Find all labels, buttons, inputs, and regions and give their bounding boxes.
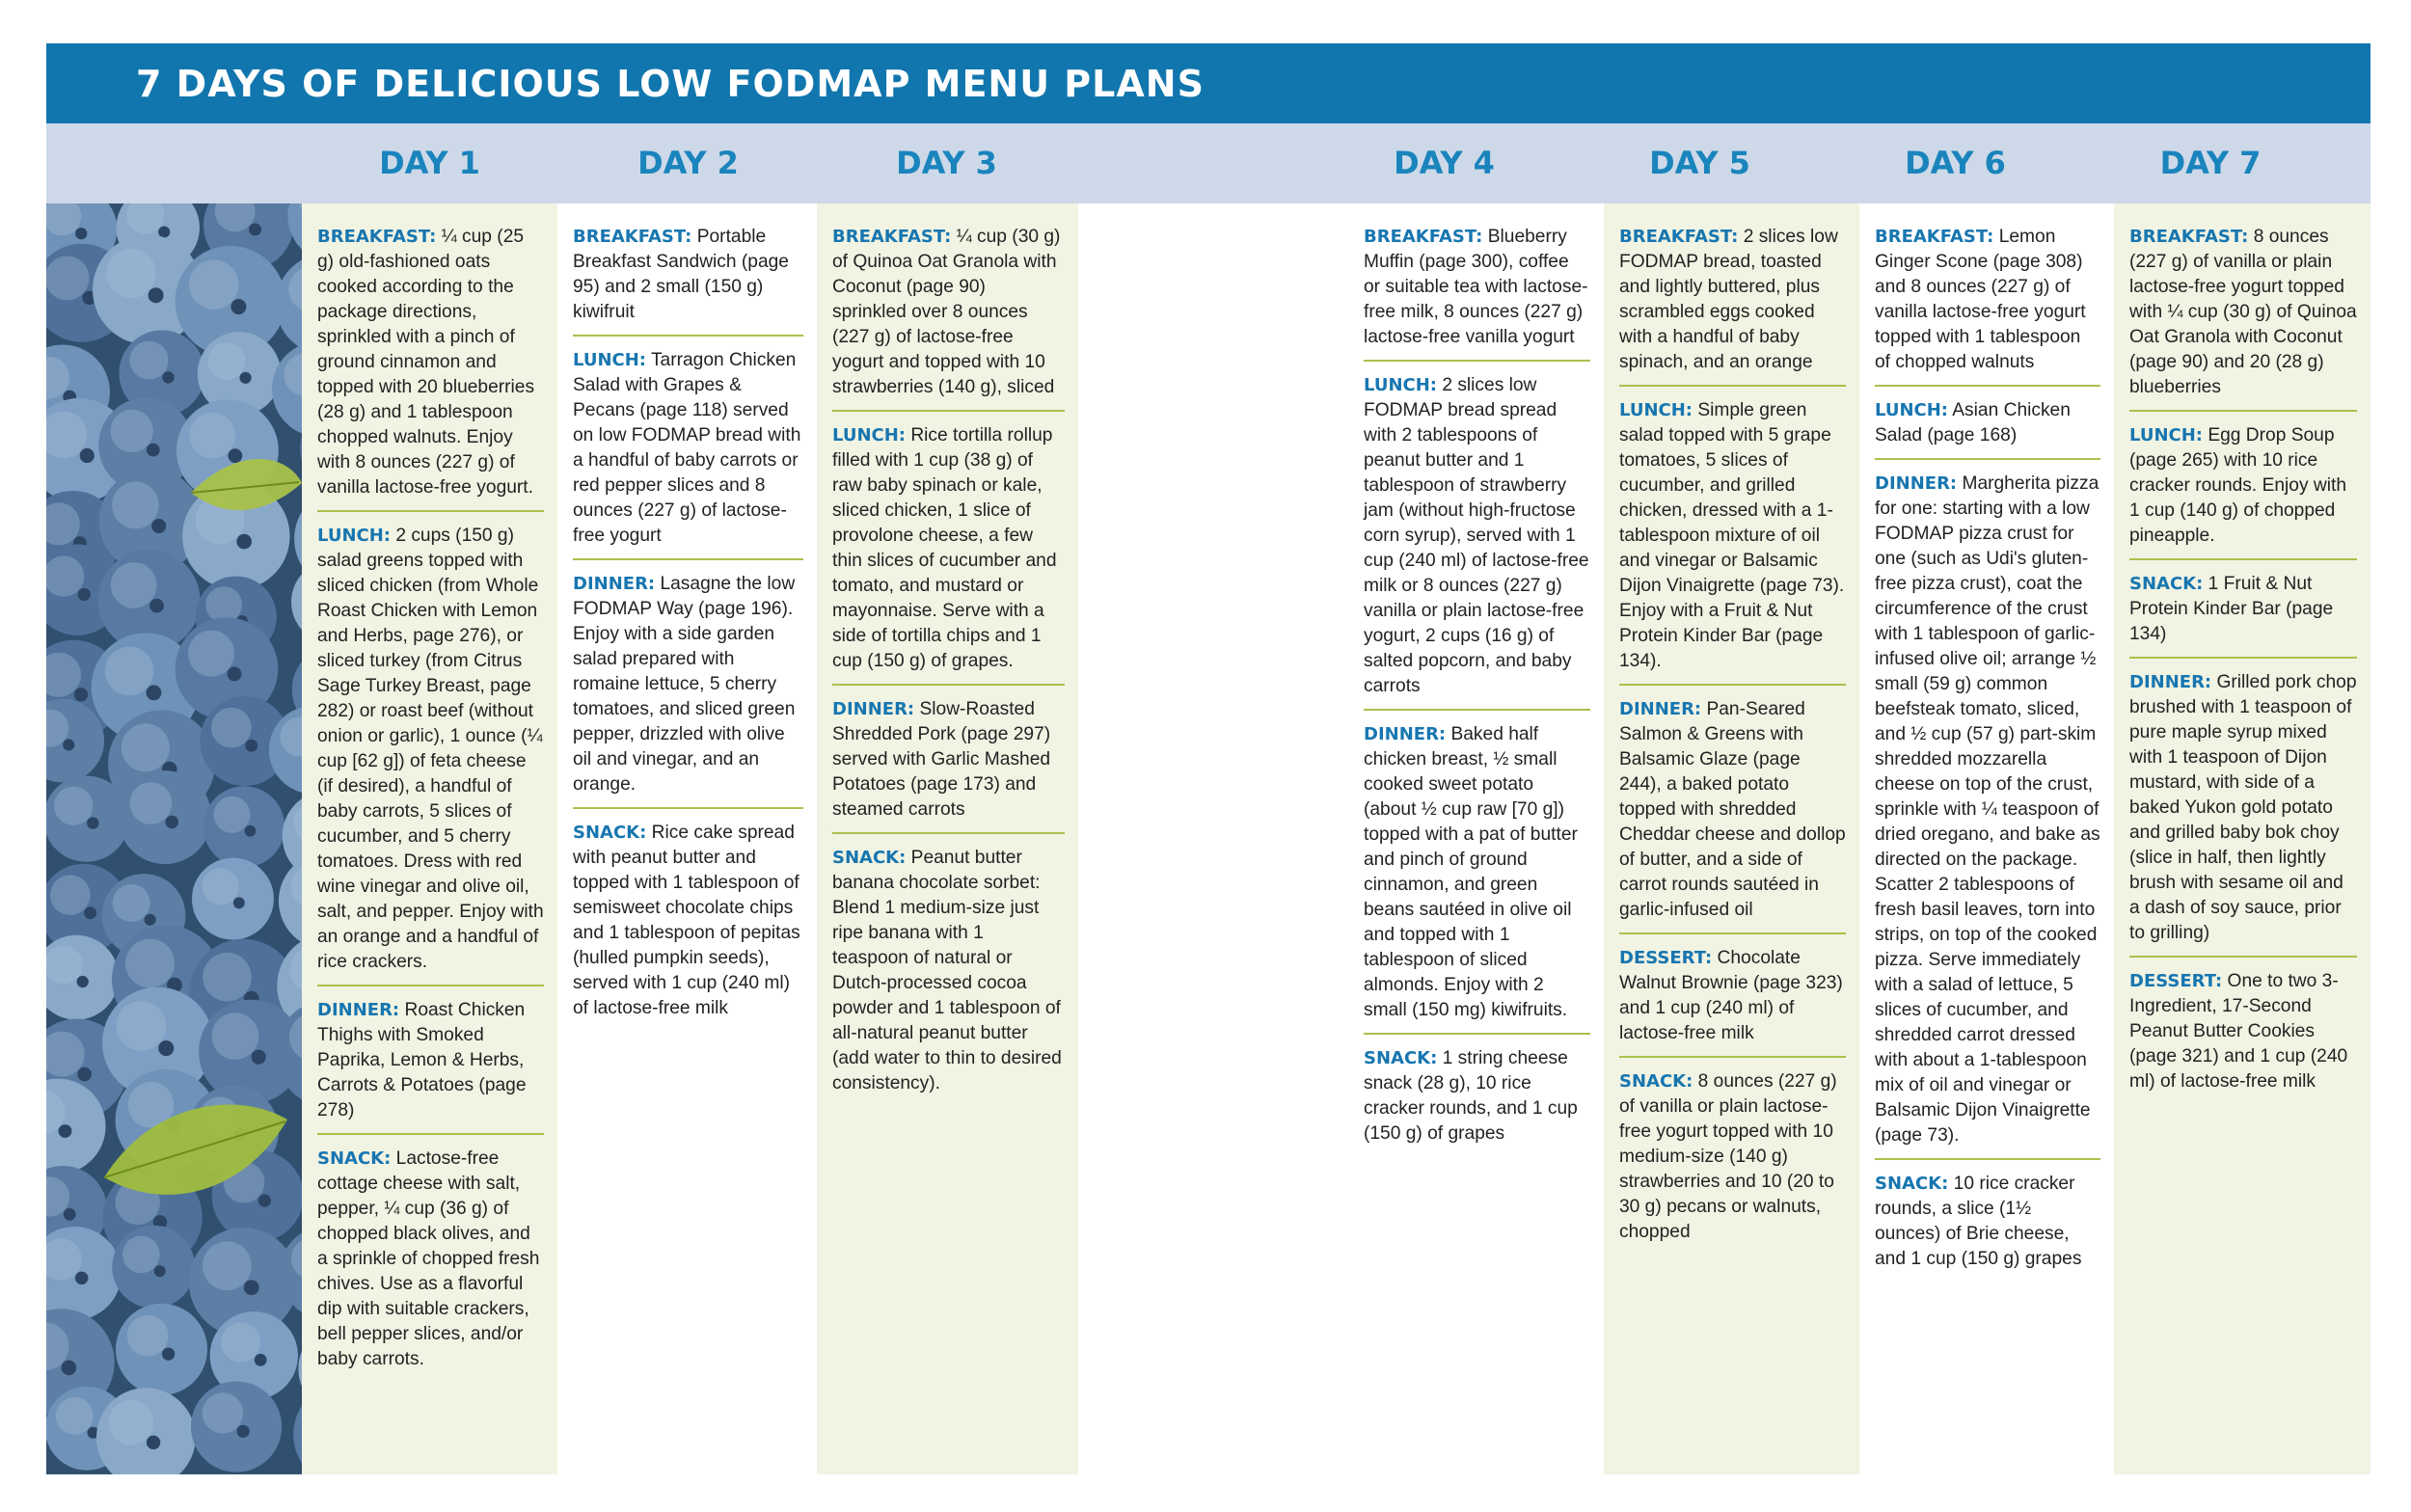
meal-type-label: DINNER: — [1875, 473, 1958, 494]
meal-type-label: BREAKFAST: — [317, 227, 437, 247]
meal-description: 2 cups (150 g) salad greens topped with sliced chicken (from Whole Roast Chicken with Lemon and Herbs, page 276), or sliced turkey (from Citrus Sage Turkey Breast, page 282) or roast beef (without onion or garlic), 1 ounce (¼ cup [62 g]) of feta cheese (if desired), a handful of baby carrots, 5 slices of cucumber, and 5 cherry tomatoes. Dress with red wine vinegar and olive oil, salt, and pepper. Enjoy with an orange and a handful of rice crackers. — [317, 526, 544, 972]
meal-description: Margherita pizza for one: starting with a low FODMAP pizza crust for one (such as Udi's gluten-free pizza crust), coat the circumference of the crust with 1 tablespoon of garlic-infused olive oil; arrange ½ small (59 g) common beefsteak tomato, sliced, and ½ cup (57 g) part-skim shredded mozzarella cheese on top of the crust, sprinkle with ¼ teaspoon of dried oregano, and bake as directed on the package. Scatter 2 tablespoons of fresh basil leaves, torn into strips, on top of the cooked pizza. Serve immediately with a salad of lettuce, 5 slices of cucumber, and shredded carrot dressed with about a 1-tablespoon mix of oil and vinegar or Balsamic Dijon Vinaigrette (page 73). — [1875, 473, 2100, 1146]
day-5-column — [1604, 203, 1859, 1474]
meal-separator — [1875, 385, 2100, 387]
meal-type-label: SNACK: — [1364, 1048, 1438, 1068]
meal-description: 10 rice cracker rounds, a slice (1½ ounces) of Brie cheese, and 1 cup (150 g) grapes — [1875, 1174, 2082, 1269]
meal-entry — [1619, 697, 1846, 923]
meal-description: Rice cake spread with peanut butter and topped with 1 tablespoon of semisweet chocolate chips and 1 tablespoon of pepitas (hulled pumpkin seeds), served with 1 cup (240 ml) of lactose-free milk — [573, 823, 800, 1018]
meal-entry — [1875, 225, 2100, 375]
meal-type-label: LUNCH: — [1364, 375, 1437, 395]
day-1-column — [302, 203, 557, 1474]
meal-entry — [2129, 670, 2357, 946]
meal-description: Lactose-free cottage cheese with salt, pepper, ¼ cup (36 g) of chopped black olives, and a sprinkle of chopped fresh chives. Use as a flavorful dip with suitable crackers, bell pepper slices, and/or baby carrots. — [317, 1148, 540, 1369]
meal-type-label: DINNER: — [832, 699, 915, 719]
meal-separator — [1875, 458, 2100, 460]
meal-type-label: DESSERT: — [1619, 948, 1713, 968]
meal-type-label: DINNER: — [2129, 672, 2212, 692]
day-7-heading: DAY 7 — [2159, 145, 2262, 181]
meal-description: 2 slices low FODMAP bread spread with 2 tablespoons of peanut butter and 1 tablespoon of strawberry jam (without high-fructose corn syrup), served with 1 cup (240 ml) of lactose-free milk or 8 ounces (227 g) vanilla or plain lactose-free yogurt, 2 cups (16 g) of salted popcorn, and baby carrots — [1364, 375, 1589, 696]
meal-description: ¼ cup (25 g) old-fashioned oats cooked according to the package directions, sprinkled with a pinch of ground cinnamon and topped with 20 blueberries (28 g) and 1 tablespoon chopped walnuts. Enjoy with 8 ounces (227 g) of vanilla lactose-free yogurt. — [317, 227, 535, 498]
meal-entry — [1364, 225, 1590, 350]
meal-description: 8 ounces (227 g) of vanilla or plain lactose-free yogurt topped with 10 medium-size (140 g) strawberries and 10 (20 to 30 g) pecans or walnuts, chopped — [1619, 1071, 1837, 1242]
meal-entry — [573, 572, 803, 797]
meal-type-label: DINNER: — [317, 1000, 400, 1020]
meal-entry — [2129, 423, 2357, 549]
meal-type-label: SNACK: — [573, 823, 647, 843]
meal-entry — [317, 1147, 544, 1372]
meal-type-label: SNACK: — [317, 1148, 392, 1169]
meal-type-label: DINNER: — [573, 574, 656, 594]
day-6-heading: DAY 6 — [1905, 145, 2006, 181]
meal-entry — [1619, 1069, 1846, 1245]
meal-description: Asian Chicken Salad (page 168) — [1875, 400, 2071, 446]
meal-description: Peanut butter banana chocolate sorbet: Blend 1 medium-size just ripe banana with 1 teaspoon of natural or Dutch-processed cocoa powder and 1 tablespoon of all-natural peanut butter (add water to thin to desired consistency). — [832, 848, 1062, 1094]
meal-separator — [573, 807, 803, 809]
meal-separator — [1364, 709, 1590, 711]
meal-type-label: SNACK: — [1875, 1174, 1949, 1194]
day-3-spacer — [1078, 203, 1358, 1474]
meal-type-label: BREAKFAST: — [1619, 227, 1739, 247]
meal-entry — [832, 697, 1065, 823]
meal-description: 1 Fruit & Nut Protein Kinder Bar (page 134) — [2129, 574, 2334, 644]
meal-entry — [317, 524, 544, 975]
meal-description: Portable Breakfast Sandwich (page 95) and 2 small (150 g) kiwifruit — [573, 227, 789, 322]
meal-type-label: BREAKFAST: — [832, 227, 952, 247]
meal-type-label: LUNCH: — [2129, 425, 2203, 446]
meal-entry — [573, 225, 803, 325]
meal-entry — [573, 348, 803, 549]
meal-entry — [832, 423, 1065, 674]
meal-entry — [1619, 225, 1846, 375]
meal-separator — [1875, 1158, 2100, 1160]
meal-description: One to two 3-Ingredient, 17-Second Peanut Butter Cookies (page 321) and 1 cup (240 ml) of lactose-free milk — [2129, 971, 2348, 1092]
meal-type-label: DINNER: — [1364, 724, 1447, 744]
meal-separator — [2129, 558, 2357, 560]
meal-type-label: SNACK: — [1619, 1071, 1693, 1092]
day-7-column — [2114, 203, 2370, 1474]
meal-separator — [2129, 956, 2357, 958]
meal-entry — [1875, 1172, 2100, 1272]
day-headings-band — [46, 123, 2370, 203]
day-2-heading: DAY 2 — [637, 145, 739, 181]
meal-entry — [1619, 398, 1846, 674]
day-2-column — [557, 203, 817, 1474]
meal-separator — [1364, 360, 1590, 362]
meal-description: 1 string cheese snack (28 g), 10 rice cracker rounds, and 1 cup (150 g) of grapes — [1364, 1048, 1578, 1144]
meal-description: Roast Chicken Thighs with Smoked Paprika, Lemon & Herbs, Carrots & Potatoes (page 278) — [317, 1000, 527, 1120]
meal-description: Pan-Seared Salmon & Greens with Balsamic Glaze (page 244), a baked potato topped with shredded Cheddar cheese and dollop of butter, and a side of carrot rounds sautéed in garlic-infused oil — [1619, 699, 1846, 920]
meal-type-label: LUNCH: — [832, 425, 906, 446]
meal-type-label: LUNCH: — [317, 526, 391, 546]
meal-separator — [317, 510, 544, 512]
day-3-column — [817, 203, 1078, 1474]
meal-description: 8 ounces (227 g) of vanilla or plain lactose-free yogurt topped with ¼ cup (30 g) of Quinoa Oat Granola with Coconut (page 90) and 20 (28 g) blueberries — [2129, 227, 2357, 397]
meal-description: Blueberry Muffin (page 300), coffee or suitable tea with lactose-free milk, 8 ounces (227 g) lactose-free vanilla yogurt — [1364, 227, 1588, 347]
meal-separator — [317, 1133, 544, 1135]
meal-separator — [1619, 1056, 1846, 1058]
meal-entry — [573, 821, 803, 1021]
meal-separator — [832, 832, 1065, 834]
meal-separator — [832, 410, 1065, 412]
meal-entry — [832, 846, 1065, 1096]
meal-description: Tarragon Chicken Salad with Grapes & Pecans (page 118) served on low FODMAP bread with a handful of baby carrots or red pepper slices and 8 ounces (227 g) of lactose-free yogurt — [573, 350, 801, 546]
meal-entry — [1875, 472, 2100, 1148]
meal-description: 2 slices low FODMAP bread, toasted and lightly buttered, plus scrambled eggs cooked with a handful of baby spinach, and an orange — [1619, 227, 1838, 372]
meal-separator — [1619, 684, 1846, 686]
day-4-column — [1348, 203, 1604, 1474]
meal-separator — [1619, 385, 1846, 387]
day-3-heading: DAY 3 — [896, 145, 997, 181]
day-4-heading: DAY 4 — [1394, 145, 1495, 181]
meal-entry — [2129, 225, 2357, 400]
day-5-heading: DAY 5 — [1649, 145, 1750, 181]
meal-separator — [317, 985, 544, 986]
meal-description: ¼ cup (30 g) of Quinoa Oat Granola with Coconut (page 90) sprinkled over 8 ounces (227 g) of lactose-free yogurt and topped with 10 strawberries (140 g), sliced — [832, 227, 1061, 397]
meal-description: Lasagne the low FODMAP Way (page 196). Enjoy with a side garden salad prepared with romaine lettuce, 5 cherry tomatoes, and sliced green pepper, drizzled with olive oil and vinegar, and an orange. — [573, 574, 796, 795]
meal-entry — [2129, 572, 2357, 647]
meal-entry — [1364, 722, 1590, 1023]
meal-type-label: BREAKFAST: — [2129, 227, 2249, 247]
blueberries-photo — [46, 203, 302, 1474]
meal-type-label: SNACK: — [2129, 574, 2204, 594]
meal-type-label: DINNER: — [1619, 699, 1702, 719]
meal-entry — [832, 225, 1065, 400]
meal-entry — [2129, 969, 2357, 1094]
meal-type-label: DESSERT: — [2129, 971, 2223, 991]
blueberries-icon — [46, 203, 302, 1474]
meal-type-label: BREAKFAST: — [1875, 227, 1994, 247]
meal-type-label: BREAKFAST: — [1364, 227, 1483, 247]
meal-description: Chocolate Walnut Brownie (page 323) and 1 cup (240 ml) of lactose-free milk — [1619, 948, 1843, 1043]
meal-description: Baked half chicken breast, ½ small cooked sweet potato (about ½ cup raw [70 g]) topped with a pat of butter and pinch of ground cinnamon, and green beans sautéed in olive oil and topped with 1 tablespoon of sliced almonds. Enjoy with 2 small (150 mg) kiwifruits. — [1364, 724, 1578, 1020]
meal-separator — [1619, 932, 1846, 934]
meal-type-label: LUNCH: — [573, 350, 646, 370]
meal-type-label: LUNCH: — [1875, 400, 1948, 420]
day-6-column — [1859, 203, 2114, 1474]
meal-description: Slow-Roasted Shredded Pork (page 297) served with Garlic Mashed Potatoes (page 173) and steamed carrots — [832, 699, 1051, 820]
title-banner — [46, 43, 2370, 123]
meal-type-label: BREAKFAST: — [573, 227, 692, 247]
meal-description: Egg Drop Soup (page 265) with 10 rice cracker rounds. Enjoy with 1 cup (140 g) of chopped pineapple. — [2129, 425, 2347, 546]
meal-separator — [573, 558, 803, 560]
meal-entry — [1875, 398, 2100, 448]
meal-description: Lemon Ginger Scone (page 308) and 8 ounces (227 g) of vanilla lactose-free yogurt topped with 1 tablespoon of chopped walnuts — [1875, 227, 2086, 372]
meal-separator — [2129, 657, 2357, 659]
meal-entry — [1364, 1046, 1590, 1147]
page-title: 7 DAYS OF DELICIOUS LOW FODMAP MENU PLANS — [136, 63, 1205, 105]
meal-type-label: LUNCH: — [1619, 400, 1693, 420]
meal-separator — [2129, 410, 2357, 412]
day-1-heading: DAY 1 — [379, 145, 480, 181]
meal-entry — [1619, 946, 1846, 1046]
meal-description: Grilled pork chop brushed with 1 teaspoon of pure maple syrup mixed with 1 teaspoon of Dijon mustard, with side of a baked Yukon gold potato and grilled baby bok choy (slice in half, then lightly brush with sesame oil and a dash of soy sauce, prior to grilling) — [2129, 672, 2357, 943]
meal-entry — [317, 225, 544, 500]
meal-entry — [317, 998, 544, 1123]
meal-separator — [832, 684, 1065, 686]
meal-separator — [1364, 1033, 1590, 1035]
meal-separator — [573, 335, 803, 337]
meal-entry — [1364, 373, 1590, 699]
meal-type-label: SNACK: — [832, 848, 907, 868]
meal-description: Simple green salad topped with 5 grape tomatoes, 5 slices of cucumber, and grilled chicken, dressed with a 1-tablespoon mixture of oil and vinegar or Balsamic Dijon Vinaigrette (page 73). Enjoy with a Fruit & Nut Protein Kinder Bar (page 134). — [1619, 400, 1845, 671]
meal-description: Rice tortilla rollup filled with 1 cup (38 g) of raw baby spinach or kale, sliced chicken, 1 slice of provolone cheese, a few thin slices of cucumber and tomato, and mustard or mayonnaise. Serve with a side of tortilla chips and 1 cup (150 g) of grapes. — [832, 425, 1057, 671]
